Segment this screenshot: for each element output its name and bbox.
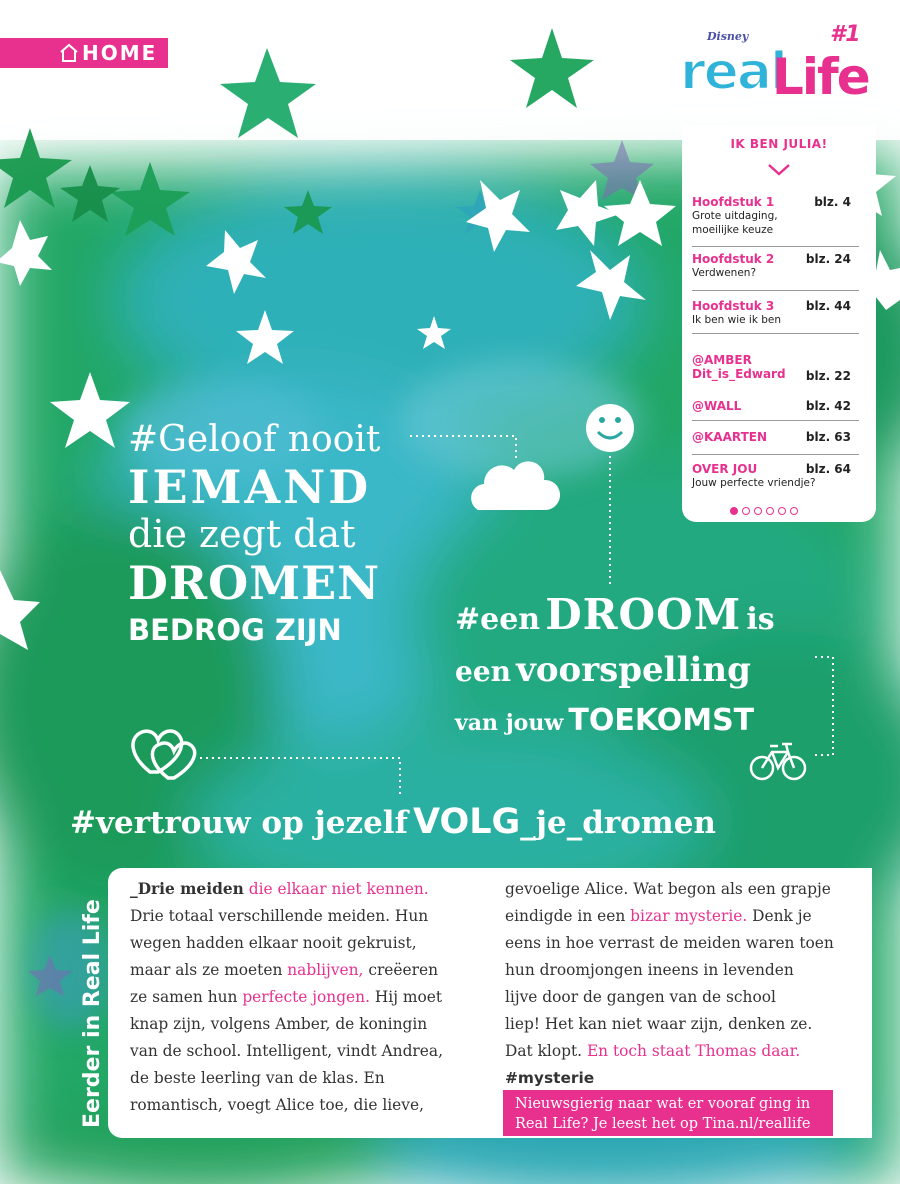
article-line	[130, 930, 443, 957]
article-text: romantisch, voegt Alice toe, die lieve,	[130, 1096, 424, 1114]
article-line	[505, 876, 834, 903]
toc-item-wall[interactable]	[692, 399, 859, 421]
article-text: knap zijn, volgens Amber, de koningin	[130, 1015, 428, 1033]
toc-item-kaarten[interactable]	[692, 430, 859, 455]
toc-item-head: @AMBER	[692, 353, 752, 367]
table-of-contents	[682, 125, 876, 522]
toc-item-hoofdstuk-2[interactable]	[692, 252, 859, 291]
promo-line: Nieuwsgierig naar wat er vooraf ging in	[515, 1096, 811, 1112]
quote-line: DROMEN	[128, 556, 381, 610]
quote-word: is	[746, 602, 775, 637]
logo-life: Life	[772, 48, 869, 106]
smiley-icon	[586, 404, 634, 452]
toc-item-head: Hoofdstuk 3	[692, 299, 775, 313]
article-line	[130, 876, 443, 903]
article-text: creëeren	[363, 961, 439, 979]
article-line	[130, 1011, 443, 1038]
toc-item-head: Hoofdstuk 2	[692, 252, 775, 266]
toc-item-hoofdstuk-3[interactable]	[692, 299, 859, 334]
article-text: Denk je	[747, 907, 812, 925]
article-text: _Drie meiden	[130, 880, 244, 898]
quote-word: VOLG	[413, 802, 521, 842]
article-text: Dat klopt.	[505, 1042, 587, 1060]
toc-item-page: blz. 63	[805, 430, 851, 444]
toc-pagination	[730, 507, 798, 515]
toc-item-page: blz. 24	[805, 252, 851, 266]
quote-word: van jouw	[455, 710, 564, 736]
toc-item-head: Hoofdstuk 1	[692, 195, 775, 209]
toc-item-head: @KAARTEN	[692, 430, 767, 444]
quote-line: BEDROG ZIJN	[128, 613, 342, 647]
article-text: gevoelige Alice. Wat begon als een grapje	[505, 880, 831, 898]
quote-word: een	[455, 655, 511, 688]
house-icon	[60, 43, 78, 63]
logo-disney: Disney	[707, 30, 749, 43]
page-dot[interactable]	[790, 507, 798, 515]
side-label: Eerder in Real Life	[80, 899, 105, 1128]
toc-item-over-jou[interactable]	[692, 462, 859, 494]
article-text: wegen hadden elkaar nooit gekruist,	[130, 934, 417, 952]
page-dot[interactable]	[742, 507, 750, 515]
quote-line: #Geloof nooit	[128, 419, 381, 460]
article-text: liep! Het kan niet waar zijn, denken ze.	[505, 1015, 813, 1033]
toc-item-page: blz. 42	[805, 399, 851, 413]
quote-word: voorspelling	[516, 650, 751, 690]
toc-item-head: @WALL	[692, 399, 742, 413]
quote-word: TOEKOMST	[568, 703, 755, 738]
article-text: eens in hoe verrast de meiden waren toen	[505, 934, 834, 952]
article-text: perfecte jongen.	[242, 988, 370, 1006]
toc-item-page: blz. 44	[805, 299, 851, 313]
article-line	[505, 1065, 834, 1092]
article-line	[505, 1011, 834, 1038]
quote-line: die zegt dat	[128, 512, 356, 556]
article-text: lijve door de gangen van de school	[505, 988, 776, 1006]
chevron-down-icon	[767, 163, 791, 177]
article-text: die elkaar niet kennen.	[243, 880, 429, 898]
quote-word: #een	[455, 602, 541, 637]
logo-real: real	[680, 42, 786, 102]
promo-banner[interactable]	[503, 1090, 833, 1136]
article-line	[130, 984, 443, 1011]
toc-item-hoofdstuk-1[interactable]	[692, 195, 859, 247]
article-line	[130, 1038, 443, 1065]
page-dot[interactable]	[730, 507, 738, 515]
quote-geloof-nooit	[128, 418, 380, 650]
home-label: HOME	[82, 41, 158, 65]
home-button[interactable]	[0, 38, 168, 68]
article-line	[130, 1092, 443, 1119]
article-text: Drie totaal verschillende meiden. Hun	[130, 907, 429, 925]
quote-vertrouw	[70, 798, 716, 852]
article-text: #mysterie	[505, 1069, 595, 1087]
quote-line: IEMAND	[128, 460, 372, 514]
toc-item-sub: Grote uitdaging,	[692, 210, 778, 222]
article-text: van de school. Intelligent, vindt Andrea,	[130, 1042, 443, 1060]
article-line	[505, 903, 834, 930]
article-text: eindigde in een	[505, 907, 631, 925]
article-line	[505, 1038, 834, 1065]
article-text: nablijven,	[287, 961, 364, 979]
article-line	[130, 1065, 443, 1092]
article-column-1	[130, 876, 443, 1119]
toc-item-head: OVER JOU	[692, 462, 758, 476]
article-text: bizar mysterie.	[630, 907, 748, 925]
article-text: de beste leerling van de klas. En	[130, 1069, 385, 1087]
quote-word: _je_dromen	[520, 805, 716, 841]
quote-word: #vertrouw op jezelf	[70, 805, 408, 841]
toc-item-sub: Jouw perfecte vriendje?	[692, 477, 816, 489]
article-text: hun droomjongen ineens in levenden	[505, 961, 794, 979]
quote-word: DROOM	[545, 590, 742, 639]
toc-item-sub: Verdwenen?	[692, 267, 757, 279]
article-line	[130, 957, 443, 984]
quote-een-droom	[455, 592, 775, 747]
toc-item-sub: moeilijke keuze	[692, 224, 774, 236]
toc-item-page: blz. 4	[814, 195, 851, 209]
toc-item-page: blz. 22	[805, 369, 851, 383]
article-text: Hij moet	[369, 988, 443, 1006]
logo-issue: #1	[830, 22, 861, 47]
article-text: maar als ze moeten	[130, 961, 288, 979]
page-dot[interactable]	[754, 507, 762, 515]
toc-item-sub: Dit_is_Edward	[692, 367, 786, 381]
article-line	[505, 984, 834, 1011]
toc-title: IK BEN JULIA!	[730, 137, 828, 151]
toc-item-page: blz. 64	[805, 462, 851, 476]
toc-item-sub: Ik ben wie ik ben	[692, 314, 782, 326]
article-text: En toch staat Thomas daar.	[586, 1042, 801, 1060]
toc-item-amber[interactable]	[692, 353, 859, 389]
article-column-2	[505, 876, 834, 1092]
article-line	[505, 930, 834, 957]
promo-line: Real Life? Je leest het op Tina.nl/reallife	[515, 1116, 811, 1132]
page-dot[interactable]	[778, 507, 786, 515]
page-dot[interactable]	[766, 507, 774, 515]
article-line	[130, 903, 443, 930]
real-life-logo	[680, 22, 880, 112]
article-line	[505, 957, 834, 984]
article-text: ze samen hun	[130, 988, 243, 1006]
